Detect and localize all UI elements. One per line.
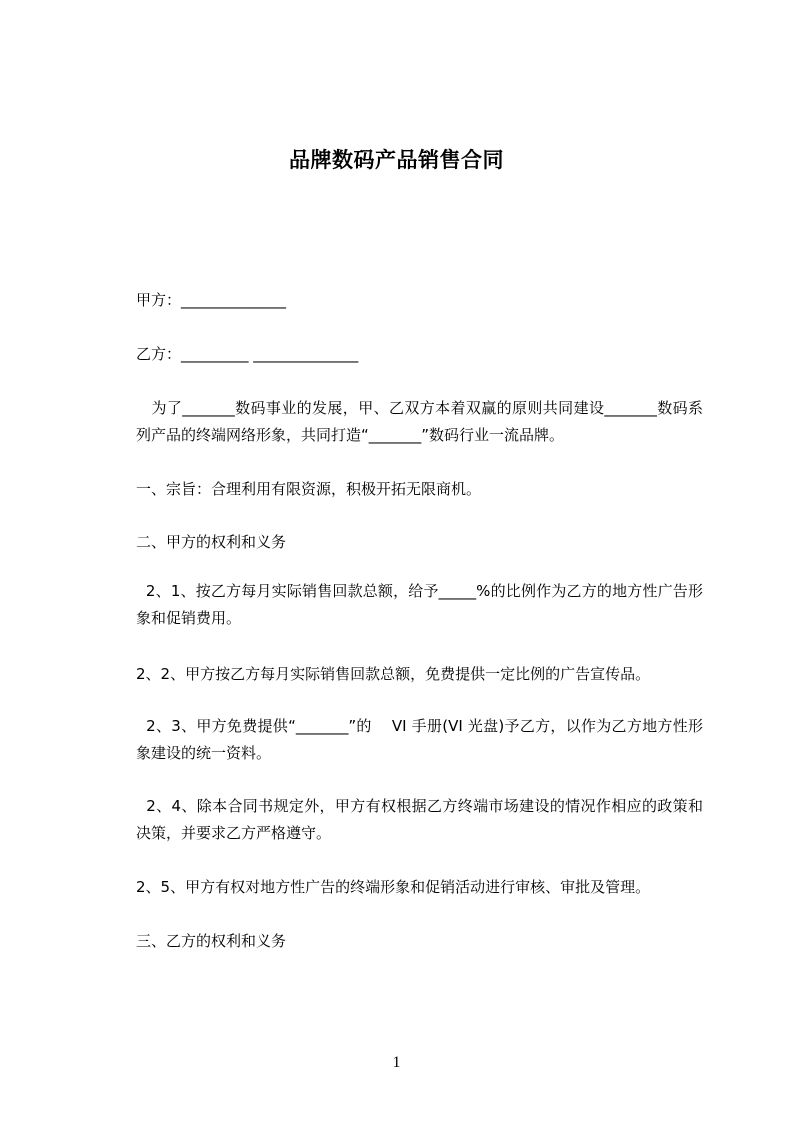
- section-3-heading: 三、乙方的权利和义务: [136, 932, 287, 950]
- page-number: 1: [392, 1054, 401, 1071]
- party-a-line: 甲方：______________: [136, 291, 287, 309]
- section-1-purpose: 一、宗旨：合理利用有限资源，积极开拓无限商机。: [136, 480, 482, 498]
- clause-2-5: 2、5、甲方有权对地方性广告的终端形象和促销活动进行审核、审批及管理。: [136, 878, 651, 896]
- document-title: 品牌数码产品销售合同: [289, 148, 504, 172]
- clause-2-3: 2、3、甲方免费提供“_______”的 VI 手册(VI 光盘)予乙方，以作为乙方地方性形象建设的统一资料。: [136, 717, 703, 762]
- clause-2-2: 2、2、甲方按乙方每月实际销售回款总额，免费提供一定比例的广告宣传品。: [136, 665, 651, 683]
- section-2-heading: 二、甲方的权利和义务: [136, 533, 287, 551]
- party-b-line: 乙方：_________ ______________: [136, 345, 359, 363]
- intro-paragraph: 为了_______数码事业的发展，甲、乙双方本着双赢的原则共同建设_______数码系列产品的终端网络形象，共同打造“_______”数码行业一流品牌。: [136, 399, 703, 444]
- clause-2-4: 2、4、除本合同书规定外，甲方有权根据乙方终端市场建设的情况作相应的政策和决策，并要求乙方严格遵守。: [136, 797, 703, 842]
- clause-2-1: 2、1、按乙方每月实际销售回款总额，给予_____%的比例作为乙方的地方性广告形象和促销费用。: [136, 582, 703, 627]
